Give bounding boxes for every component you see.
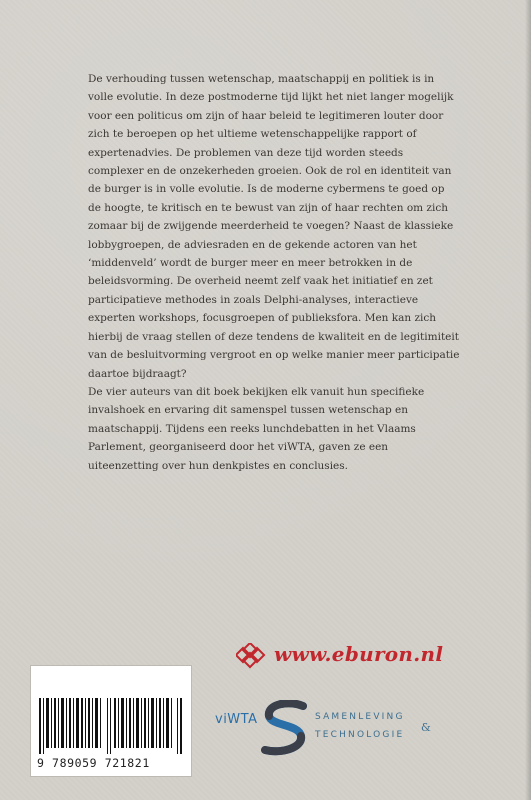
blurb-text	[88, 70, 460, 475]
partner-tagline-line-2: TECHNOLOGIE	[315, 730, 405, 740]
partner-tagline-ampersand: &	[421, 721, 431, 734]
partner-logo-block	[215, 700, 455, 760]
publisher-url: www.eburon.nl	[274, 642, 444, 666]
isbn-digits: 9 789059 721821	[37, 756, 150, 770]
viwta-s-swoosh-logo-icon	[259, 700, 311, 756]
spine-edge-shadow	[525, 0, 531, 800]
barcode-bars	[39, 698, 183, 754]
partner-name: viWTA	[215, 712, 258, 727]
blurb-paragraph-2: De vier auteurs van dit boek bekijken elk vanuit hun specifieke invalshoek en ervaring dit samenspel tussen wetenschap en maatschappij. Tijdens een reeks lunchdebatten in het Vlaams Parlement, georganiseerd door het viWTA, gaven ze een uiteenzetting over hun denkpistes en conclusies.	[88, 385, 425, 472]
blurb-paragraph-1: De verhouding tussen wetenschap, maatschappij en politiek is in volle evolutie. In deze postmoderne tijd lijkt het niet langer mogelijk voor een politicus om zijn of haar beleid te legitimeren louter door zich te beroepen op het ultieme wetenschappelijke rapport of expertenadvies. De problemen van deze tijd worden steeds complexer en de onzekerheden groeien. Ook de rol en identiteit van de burger is in volle evolutie. Is de moderne cybermens te goed op de hoogte, te kritisch en te bewust van zijn of haar rechten om zich zomaar bij de zwijgende meerderheid te voegen? Naast de klassieke lobbygroepen, de adviesraden en de gekende actoren van het ‘middenveld’ wordt de burger meer en meer betrokken in de beleidsvorming. De overheid neemt zelf vaak het initiatief en zet participatieve methodes in zoals Delphi-analyses, interactieve experten workshops, focusgroepen of publieksfora. Men kan zich hierbij de vraag stellen of deze tendens de kwaliteit en de legitimiteit van de besluitvorming vergroot en op welke manier meer participatie daartoe bijdraagt?	[88, 73, 460, 380]
partner-tagline-line-1: SAMENLEVING	[315, 712, 405, 722]
eburon-diamond-logo-icon	[236, 643, 266, 669]
publisher-block	[236, 640, 496, 680]
barcode-label-strip	[39, 674, 179, 686]
barcode-sticker	[30, 665, 192, 777]
